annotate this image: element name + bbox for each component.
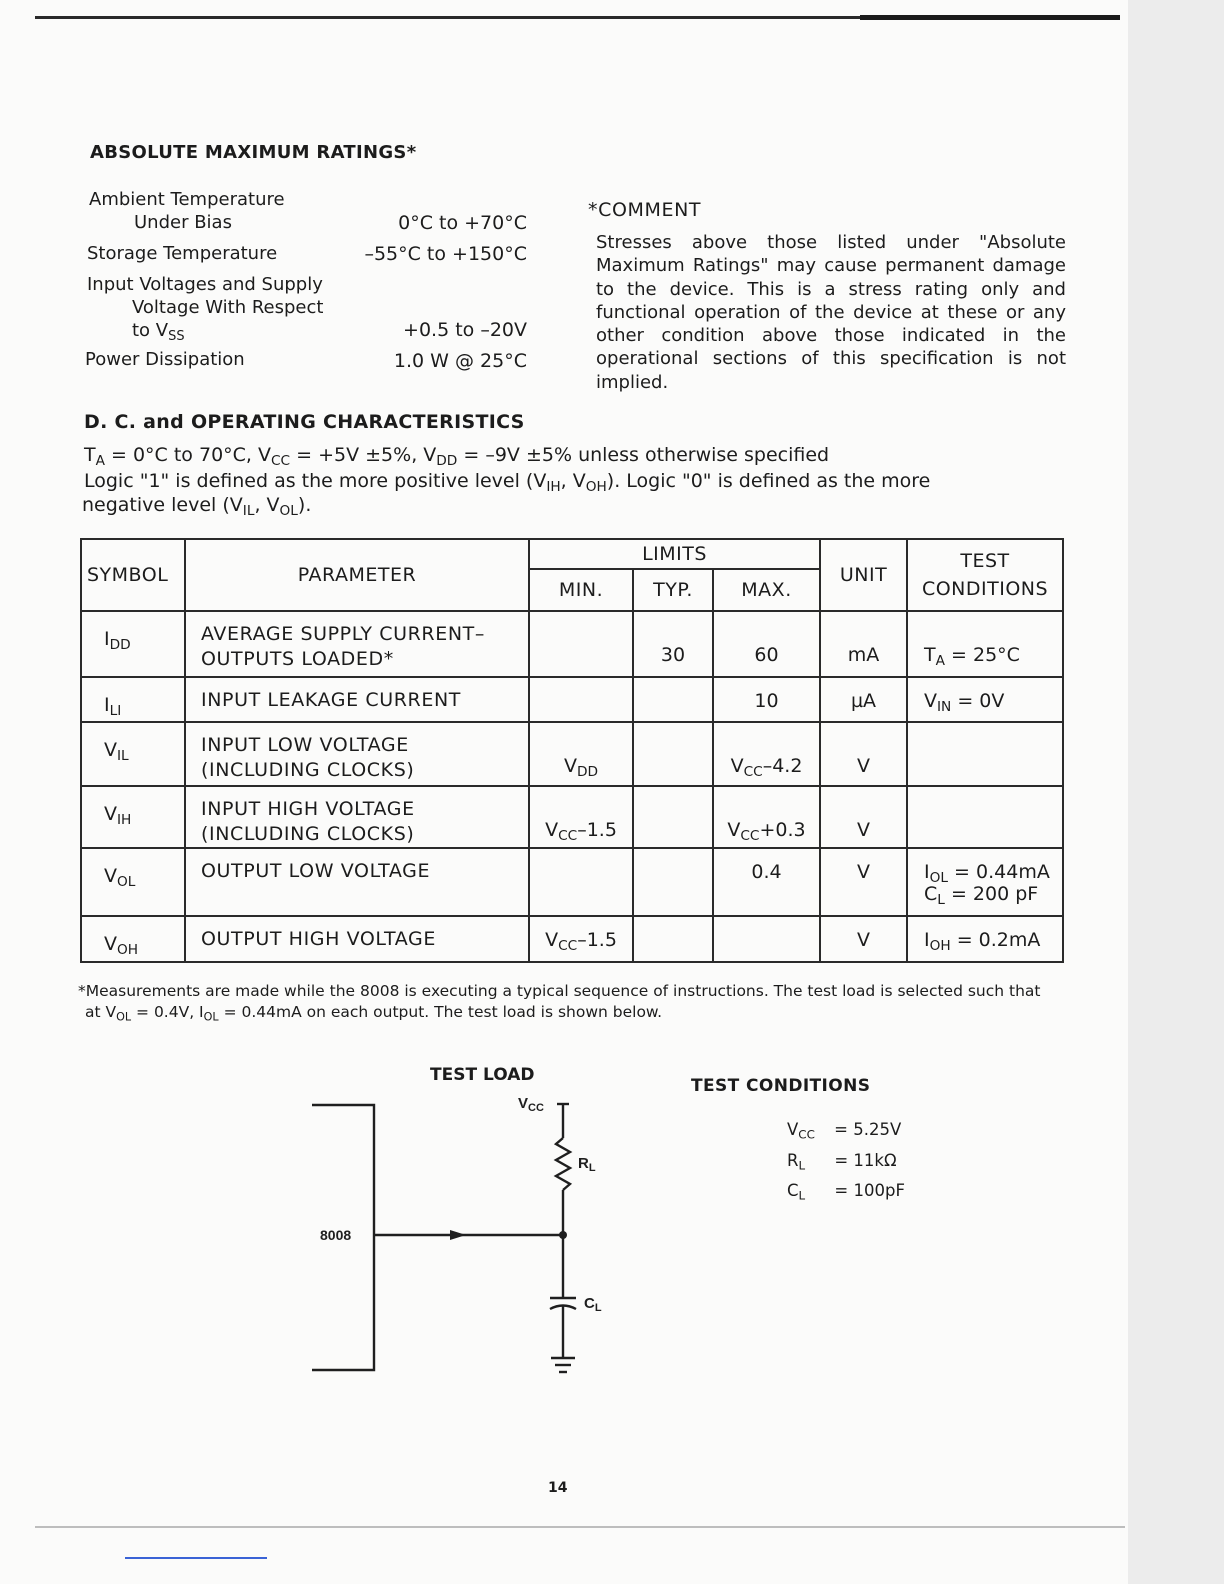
cell-parameter: AVERAGE SUPPLY CURRENT– OUTPUTS LOADED* (185, 611, 529, 677)
cell-typ (633, 916, 713, 962)
test-load-title: TEST LOAD (430, 1065, 535, 1085)
header-symbol: SYMBOL (81, 539, 185, 611)
cell-max: 10 (713, 677, 820, 722)
amr-label-input-voltages: Input Voltages and Supply Voltage With Respect to $V_{SS}$ (87, 274, 324, 344)
amr-label-ambient: Ambient Temperature Under Bias (89, 189, 285, 233)
amr-value-power: 1.0 W @ 25°C (393, 350, 527, 372)
comment-heading: *COMMENT (588, 199, 702, 221)
dc-heading: D. C. and OPERATING CHARACTERISTICS (84, 411, 525, 433)
dc-conditions-line-2: Logic "1" is defined as the more positive level ($V_{IH}$, $V_{OH}$). Logic "0" is defined as the more (84, 470, 931, 496)
comment-body: Stresses above those listed under "Absolute Maximum Ratings" may cause permanent damage to the device. This is a stress rating only and functional operation of the device at these or any other condition above those indicated in the operational sections of this specification is not implied. (596, 232, 1066, 393)
cell-unit: V (820, 916, 907, 962)
cell-unit: V (820, 848, 907, 916)
junction-dot (559, 1231, 567, 1239)
cell-min: $V_{CC}-1.5$ (529, 916, 633, 962)
cell-parameter: INPUT HIGH VOLTAGE (INCLUDING CLOCKS) (185, 786, 529, 848)
table-row (81, 722, 1063, 786)
cell-symbol: $V_{OH}$ (81, 916, 185, 962)
table-row (81, 611, 1063, 677)
cell-unit: V (820, 722, 907, 786)
header-min: MIN. (529, 569, 633, 611)
test-condition-vcc: $V_{CC} = 5.25V$ (787, 1120, 902, 1142)
cell-max: $V_{CC}-4.2$ (713, 722, 820, 786)
cell-unit: µA (820, 677, 907, 722)
cell-max: 0.4 (713, 848, 820, 916)
cell-typ (633, 722, 713, 786)
amr-label-power: Power Dissipation (85, 349, 245, 370)
dc-conditions-line-3: negative level ($V_{IL}$, $V_{OL}$). (82, 494, 312, 520)
cell-typ: 30 (633, 611, 713, 677)
rl-label: $R_L$ (578, 1155, 596, 1174)
scan-mark (125, 1557, 267, 1559)
page-number: 14 (548, 1480, 568, 1496)
cl-label: $C_L$ (584, 1295, 602, 1314)
cell-test-conditions: $I_{OL} = 0.44mA$ $C_L = 200$ pF (907, 848, 1063, 916)
arrow-head (450, 1230, 466, 1240)
cell-unit: mA (820, 611, 907, 677)
resistor-rl (556, 1138, 570, 1190)
header-parameter: PARAMETER (185, 539, 529, 611)
table-row (81, 786, 1063, 848)
cell-unit: V (820, 786, 907, 848)
cell-typ (633, 848, 713, 916)
cell-max: $V_{CC}+0.3$ (713, 786, 820, 848)
footnote: *Measurements are made while the 8008 is executing a typical sequence of instructions. The test load is selected such that at $V_{OL} = 0.4V$, $I_{OL} = 0.44mA$ on each output. The test load is shown below. (78, 982, 1041, 1024)
vcc-label: $V_{CC}$ (518, 1095, 544, 1114)
test-condition-cl: $C_L = 100pF$ (787, 1181, 905, 1203)
dc-conditions-line-1: $T_A = 0^\circ C$ to 70°C, $V_{CC} = +5V \pm 5\%$, $V_{DD} = -9V \pm 5\%$ unless otherwise specified (84, 444, 830, 470)
cell-min (529, 848, 633, 916)
table-row (81, 848, 1063, 916)
amr-value-ambient: 0°C to +70°C (398, 212, 527, 234)
cell-min (529, 677, 633, 722)
table-row (81, 677, 1063, 722)
header-unit: UNIT (820, 539, 907, 611)
cell-typ (633, 786, 713, 848)
amr-value-storage: –55°C to +150°C (364, 243, 527, 265)
dc-characteristics-table (80, 538, 1064, 963)
header-max: MAX. (713, 569, 820, 611)
cell-typ (633, 677, 713, 722)
test-load-diagram (300, 1090, 630, 1410)
cell-symbol: $I_{DD}$ (81, 611, 185, 677)
cell-symbol: $V_{IL}$ (81, 722, 185, 786)
amr-value-input-voltages: +0.5 to –20V (403, 319, 527, 341)
chip-label: 8008 (320, 1227, 352, 1243)
cell-symbol: $I_{LI}$ (81, 677, 185, 722)
cell-parameter: OUTPUT HIGH VOLTAGE (185, 916, 529, 962)
amr-label-storage: Storage Temperature (87, 243, 278, 264)
bottom-rule (35, 1526, 1125, 1528)
cell-max (713, 916, 820, 962)
cell-parameter: INPUT LEAKAGE CURRENT (185, 677, 529, 722)
cell-test-conditions: $V_{IN} = 0V$ (907, 677, 1063, 722)
cell-test-conditions (907, 722, 1063, 786)
cell-max: 60 (713, 611, 820, 677)
header-test-conditions: TEST CONDITIONS (907, 539, 1063, 611)
cell-test-conditions: $I_{OH} = 0.2mA$ (907, 916, 1063, 962)
cell-test-conditions: $T_A = 25^\circ C$ (907, 611, 1063, 677)
cell-test-conditions (907, 786, 1063, 848)
top-rule-heavy (860, 15, 1120, 20)
header-typ: TYP. (633, 569, 713, 611)
absolute-max-heading: ABSOLUTE MAXIMUM RATINGS* (90, 142, 417, 163)
cell-min (529, 611, 633, 677)
cell-symbol: $V_{OL}$ (81, 848, 185, 916)
cell-parameter: INPUT LOW VOLTAGE (INCLUDING CLOCKS) (185, 722, 529, 786)
header-limits: LIMITS (529, 539, 820, 569)
page-edge-shadow (1128, 0, 1224, 1584)
table-row (81, 916, 1063, 962)
test-condition-rl: $R_L = 11k\Omega$ (787, 1151, 897, 1173)
cell-symbol: $V_{IH}$ (81, 786, 185, 848)
cell-parameter: OUTPUT LOW VOLTAGE (185, 848, 529, 916)
cell-min: $V_{CC}-1.5$ (529, 786, 633, 848)
test-conditions-title: TEST CONDITIONS (691, 1076, 871, 1096)
cell-min: $V_{DD}$ (529, 722, 633, 786)
